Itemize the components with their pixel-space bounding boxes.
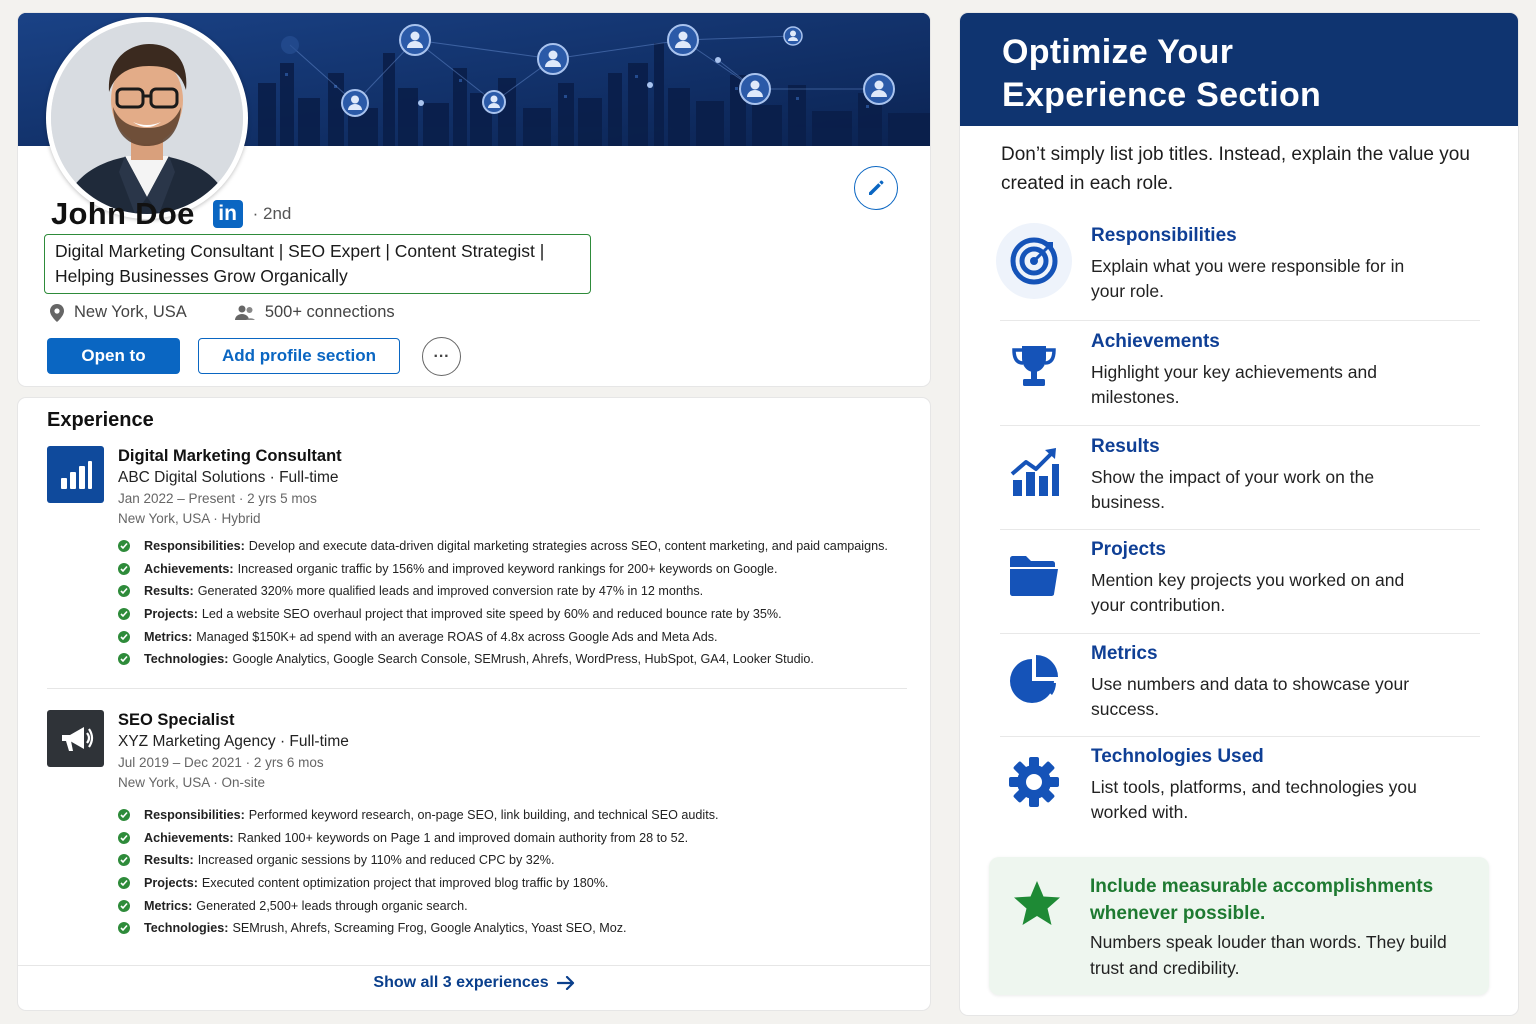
job-bullets (118, 535, 918, 671)
bullet-text: Develop and execute data-driven digital marketing strategies across SEO, content marketing, and paid campaigns. (248, 539, 888, 554)
bullet-label: Achievements: (144, 830, 234, 845)
callout-heading: Include measurable accomplishments whenever possible. (1090, 876, 1434, 924)
bullet-item (118, 648, 918, 671)
job-company: XYZ Marketing Agency · Full-time (118, 733, 349, 750)
job-bullets (118, 804, 918, 940)
tip-body: Show the impact of your work on the business. (1091, 467, 1375, 512)
bullet-label: Projects: (144, 876, 198, 891)
check-icon (118, 631, 130, 643)
bullet-label: Projects: (144, 607, 198, 622)
profile-card (18, 13, 930, 386)
job-info (118, 710, 349, 793)
tip-heading: Results (1091, 436, 1160, 457)
tip-body: Mention key projects you worked on and your contribution. (1091, 570, 1405, 615)
experience-heading: Experience (47, 409, 154, 431)
tip-icon-wrap (996, 434, 1072, 510)
bullet-label: Achievements: (144, 561, 234, 576)
tip-divider (1000, 320, 1480, 321)
bullet-item (118, 849, 918, 872)
star-icon (1011, 879, 1063, 929)
profile-name: John Doe (51, 196, 195, 231)
bullet-label: Technologies: (144, 652, 229, 667)
megaphone-icon (58, 724, 94, 754)
job-title: SEO Specialist (118, 711, 235, 729)
tip-divider (1000, 633, 1480, 634)
folder-icon (1008, 553, 1060, 597)
job-dates: Jan 2022 – Present · 2 yrs 5 mos (118, 491, 317, 506)
target-icon (1009, 236, 1059, 286)
bullet-item (118, 872, 918, 895)
tip-icon-wrap (996, 641, 1072, 717)
tip-heading: Metrics (1091, 643, 1158, 664)
pencil-icon (866, 178, 886, 198)
location-pin-icon (50, 304, 64, 322)
show-all-experiences-link[interactable] (18, 974, 930, 992)
pie-chart-icon (1008, 653, 1060, 705)
tip-heading: Projects (1091, 539, 1166, 560)
arrow-right-icon (557, 976, 575, 990)
company-logo (47, 710, 104, 767)
add-profile-section-button[interactable]: Add profile section (198, 338, 400, 374)
tips-title-line2: Experience Section (1002, 76, 1322, 114)
tips-title-line1: Optimize Your (1002, 33, 1234, 71)
profile-meta (50, 303, 395, 322)
callout-icon-wrap (1011, 879, 1063, 934)
more-actions-button[interactable]: ··· (422, 337, 461, 376)
name-row (51, 196, 291, 232)
connections-item[interactable] (235, 303, 395, 322)
tip-icon-wrap (996, 329, 1072, 405)
show-all-label: Show all 3 experiences (373, 974, 549, 991)
bullet-label: Responsibilities: (144, 808, 245, 823)
callout-body: Numbers speak louder than words. They build trust and credibility. (1090, 932, 1447, 978)
check-icon (118, 563, 130, 575)
job-info (118, 446, 342, 529)
location-item (50, 303, 187, 322)
bullet-item (118, 535, 918, 558)
check-icon (118, 540, 130, 552)
job-location: New York, USA · Hybrid (118, 511, 261, 526)
bullet-label: Technologies: (144, 921, 229, 936)
measurable-accomplishments-callout (989, 857, 1489, 995)
company-logo (47, 446, 104, 503)
check-icon (118, 877, 130, 889)
profile-avatar[interactable] (46, 17, 248, 219)
tip-heading: Responsibilities (1091, 225, 1237, 246)
bullet-text: Increased organic traffic by 156% and improved keyword rankings for 200+ keywords on Google. (237, 561, 778, 576)
bullet-item (118, 804, 918, 827)
job-location: New York, USA · On-site (118, 775, 266, 790)
job-dates: Jul 2019 – Dec 2021 · 2 yrs 6 mos (118, 755, 324, 770)
profile-photo-image (51, 22, 243, 214)
bullet-text: Led a website SEO overhaul project that improved site speed by 60% and reduced bounce rate by 35%. (201, 607, 782, 622)
tips-header (960, 13, 1518, 126)
tip-icon-wrap (996, 537, 1072, 613)
gear-icon (1008, 756, 1060, 808)
bullet-label: Results: (144, 853, 194, 868)
tip-body: Use numbers and data to showcase your success. (1091, 674, 1410, 719)
bullet-text: Managed $150K+ ad spend with an average ROAS of 4.8x across Google Ads and Meta Ads. (196, 629, 718, 644)
people-icon (235, 305, 255, 321)
tip-divider (1000, 425, 1480, 426)
profile-headline: Digital Marketing Consultant | SEO Expert | Content Strategist | Helping Businesses Grow Organically (44, 234, 591, 294)
check-icon (118, 653, 130, 665)
bullet-item (118, 603, 918, 626)
tip-body: Explain what you were responsible for in your role. (1091, 256, 1405, 301)
bullet-label: Metrics: (144, 898, 193, 913)
tips-intro: Don’t simply list job titles. Instead, explain the value you created in each role. (1001, 144, 1470, 194)
bullet-item (118, 894, 918, 917)
job-title: Digital Marketing Consultant (118, 447, 342, 465)
bullet-text: Executed content optimization project that improved blog traffic by 180%. (201, 876, 609, 891)
bullet-label: Responsibilities: (144, 539, 245, 554)
open-to-button[interactable]: Open to (47, 338, 180, 374)
bullet-text: Generated 320% more qualified leads and improved conversion rate by 47% in 12 months. (197, 584, 704, 599)
job-divider (47, 688, 907, 689)
tip-icon-wrap (996, 744, 1072, 820)
bullet-text: Ranked 100+ keywords on Page 1 and improved domain authority from 28 to 52. (237, 830, 689, 845)
check-icon (118, 900, 130, 912)
bullet-text: Generated 2,500+ leads through organic search. (196, 898, 468, 913)
bullet-item (118, 917, 918, 940)
tip-body: Highlight your key achievements and milestones. (1091, 362, 1377, 407)
job-company: ABC Digital Solutions · Full-time (118, 469, 339, 486)
check-icon (118, 854, 130, 866)
bullet-item (118, 827, 918, 850)
bullet-label: Results: (144, 584, 194, 599)
bullet-text: Performed keyword research, on-page SEO, link building, and technical SEO audits. (248, 808, 719, 823)
connections-text: 500+ connections (264, 303, 395, 321)
growth-chart-icon (1009, 446, 1059, 498)
experience-card (18, 398, 930, 1010)
trophy-icon (1009, 342, 1059, 392)
bar-chart-icon (60, 461, 92, 489)
bullet-item (118, 558, 918, 581)
check-icon (118, 809, 130, 821)
bullet-label: Metrics: (144, 629, 193, 644)
tip-body: List tools, platforms, and technologies you worked with. (1091, 777, 1417, 822)
check-icon (118, 922, 130, 934)
tip-icon-wrap (996, 223, 1072, 299)
connection-degree: · 2nd (252, 204, 292, 223)
check-icon (118, 832, 130, 844)
bullet-item (118, 580, 918, 603)
bullet-item (118, 625, 918, 648)
location-text: New York, USA (74, 303, 187, 321)
check-icon (118, 585, 130, 597)
tip-heading: Achievements (1091, 331, 1220, 352)
tip-heading: Technologies Used (1091, 746, 1264, 767)
edit-profile-button[interactable] (854, 166, 898, 210)
footer-divider (18, 965, 930, 966)
bullet-text: SEMrush, Ahrefs, Screaming Frog, Google Analytics, Yoast SEO, Moz. (232, 921, 627, 936)
tip-divider (1000, 529, 1480, 530)
check-icon (118, 608, 130, 620)
tip-divider (1000, 736, 1480, 737)
bullet-text: Google Analytics, Google Search Console, SEMrush, Ahrefs, WordPress, HubSpot, GA4, Looker Studio. (232, 652, 814, 667)
bullet-text: Increased organic sessions by 110% and reduced CPC by 32%. (197, 853, 555, 868)
linkedin-badge-icon: in (213, 200, 243, 228)
tips-panel (960, 13, 1518, 1015)
